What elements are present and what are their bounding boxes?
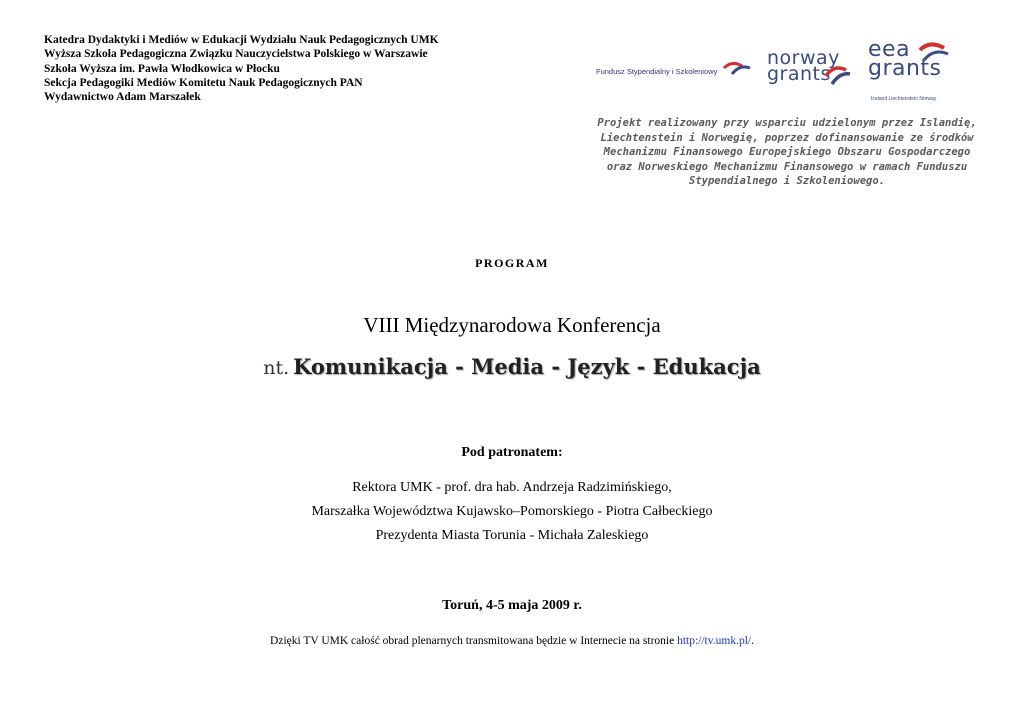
project-note-line: Liechtenstein i Norwegię, poprzez dofinansowanie ze środków [600,131,974,144]
project-funding-note [592,116,982,189]
organizer: Wydawnictwo Adam Marszałek [44,91,201,104]
norway-grants-icon [824,50,852,86]
conference-topic [0,354,1024,379]
fund-logo-icon [722,54,752,78]
organizers-list [44,33,439,104]
broadcast-note [0,635,1024,647]
broadcast-text: Dzięki TV UMK całość obrad plenarnych transmitowana będzie w Internecie na stronie [270,635,675,647]
organizer: Katedra Dydaktyki i Mediów w Edukacji Wydziału Nauk Pedagogicznych UMK [44,34,439,46]
eea-logo-line2: grants [868,56,942,81]
organizer: Wyższa Szkoła Pedagogiczna Związku Nauczycielstwa Polskiego w Warszawie [44,48,428,61]
norway-logo-line2: grants [767,63,831,85]
topic-title: Komunikacja - Media - Język - Edukacja [293,354,761,379]
patrons-list [0,476,1024,548]
program-label: PROGRAM [475,256,549,270]
fund-logo-text: Fundusz Stypendialny i Szkoleniowy [596,67,718,76]
patron-line: Marszałka Województwa Kujawsko–Pomorskiego - Piotra Całbeckiego [311,504,713,519]
project-note-line: Mechanizmu Finansowego Europejskiego Obszaru Gospodarczego [603,146,971,158]
patronage-heading: Pod patronatem: [461,445,563,460]
eea-logo-line1: eea [868,37,911,62]
eea-grants-icon [916,38,950,68]
eea-logo-subtitle: Iceland Liechtenstein Norway [871,96,937,102]
sponsor-logos [596,38,956,108]
conference-title: VIII Międzynarodowa Konferencja [363,313,661,337]
norway-logo-line1: norway [767,47,840,69]
project-note-line: oraz Norweskiego Mechanizmu Finansowego w ramach Funduszu [606,160,968,173]
broadcast-end: . [751,635,754,647]
project-note-line: Stypendialnego i Szkoleniowego. [689,175,885,187]
patron-line: Prezydenta Miasta Torunia - Michała Zaleskiego [375,528,649,543]
topic-prefix: nt. [263,357,290,379]
event-date: Toruń, 4-5 maja 2009 r. [442,598,582,613]
project-note-line: Projekt realizowany przy wsparciu udzielonym przez Islandię, [597,117,977,129]
patron-line: Rektora UMK - prof. dra hab. Andrzeja Radzimińskiego, [352,480,672,495]
tv-umk-link[interactable]: http://tv.umk.pl/ [677,635,752,647]
organizer: Sekcja Pedagogiki Mediów Komitetu Nauk Pedagogicznych PAN [44,76,363,89]
organizer: Szkoła Wyższa im. Pawła Włodkowica w Płocku [44,62,280,75]
